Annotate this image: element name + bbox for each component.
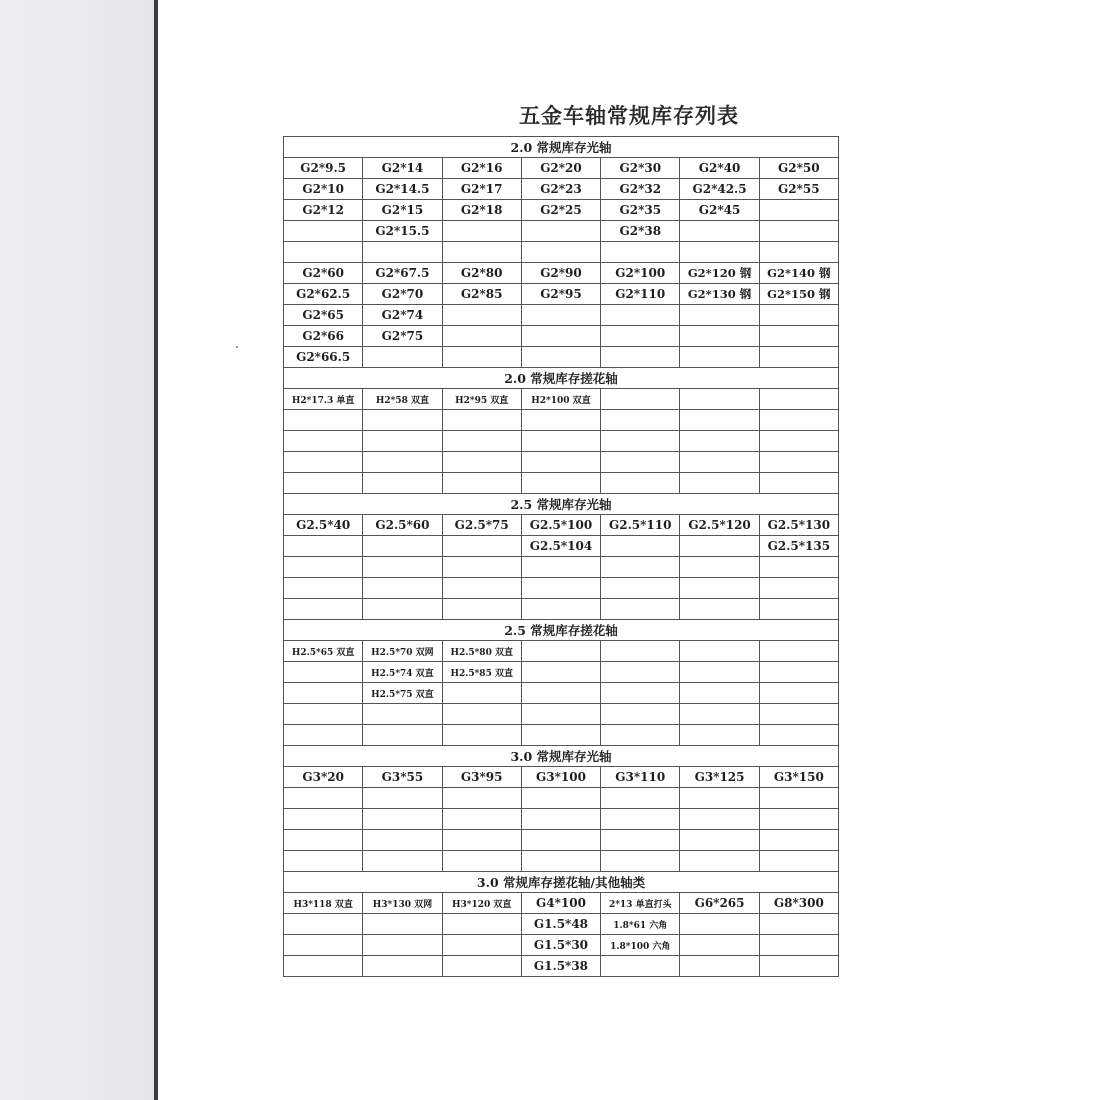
table-row bbox=[284, 515, 839, 536]
table-cell bbox=[442, 431, 521, 452]
table-cell bbox=[680, 725, 759, 746]
table-cell: H3*118 双直 bbox=[284, 893, 363, 914]
section-header-row bbox=[284, 746, 839, 767]
table-cell bbox=[601, 809, 680, 830]
table-cell bbox=[759, 914, 838, 935]
table-cell bbox=[363, 557, 442, 578]
table-cell bbox=[363, 956, 442, 977]
table-cell: G2*15.5 bbox=[363, 221, 442, 242]
table-row bbox=[284, 452, 839, 473]
section-heading: 2.0 常规库存光轴 bbox=[284, 137, 839, 158]
table-cell bbox=[284, 242, 363, 263]
section-header-row bbox=[284, 620, 839, 641]
table-cell bbox=[759, 851, 838, 872]
table-cell bbox=[521, 431, 600, 452]
table-cell: G3*55 bbox=[363, 767, 442, 788]
table-cell bbox=[759, 305, 838, 326]
table-cell bbox=[442, 473, 521, 494]
table-cell bbox=[680, 473, 759, 494]
table-cell: G2*95 bbox=[521, 284, 600, 305]
table-row bbox=[284, 389, 839, 410]
table-cell bbox=[759, 641, 838, 662]
table-cell bbox=[521, 557, 600, 578]
table-cell: G2*40 bbox=[680, 158, 759, 179]
table-cell bbox=[521, 809, 600, 830]
table-cell: G2*66 bbox=[284, 326, 363, 347]
table-cell bbox=[442, 851, 521, 872]
table-cell: G2*23 bbox=[521, 179, 600, 200]
scan-speck bbox=[236, 346, 238, 348]
table-row bbox=[284, 410, 839, 431]
table-row bbox=[284, 809, 839, 830]
table-cell bbox=[442, 578, 521, 599]
table-row bbox=[284, 473, 839, 494]
table-cell bbox=[284, 809, 363, 830]
table-row bbox=[284, 242, 839, 263]
table-cell bbox=[363, 452, 442, 473]
table-cell bbox=[680, 599, 759, 620]
table-cell: G3*125 bbox=[680, 767, 759, 788]
table-cell: H2.5*74 双直 bbox=[363, 662, 442, 683]
table-cell: H2*100 双直 bbox=[521, 389, 600, 410]
table-cell: G2*85 bbox=[442, 284, 521, 305]
table-cell: H2*58 双直 bbox=[363, 389, 442, 410]
table-row bbox=[284, 284, 839, 305]
table-cell bbox=[363, 410, 442, 431]
table-cell bbox=[363, 347, 442, 368]
section-heading: 3.0 常规库存光轴 bbox=[284, 746, 839, 767]
table-cell bbox=[680, 242, 759, 263]
table-cell bbox=[284, 410, 363, 431]
table-cell bbox=[442, 347, 521, 368]
table-cell bbox=[363, 536, 442, 557]
table-cell: G2*17 bbox=[442, 179, 521, 200]
table-cell bbox=[442, 536, 521, 557]
table-cell bbox=[363, 851, 442, 872]
table-cell: G2.5*100 bbox=[521, 515, 600, 536]
table-cell bbox=[759, 662, 838, 683]
table-row bbox=[284, 326, 839, 347]
table-cell bbox=[521, 704, 600, 725]
table-cell bbox=[521, 221, 600, 242]
table-cell bbox=[521, 410, 600, 431]
table-cell bbox=[521, 347, 600, 368]
table-cell bbox=[680, 221, 759, 242]
table-cell bbox=[680, 410, 759, 431]
table-cell bbox=[442, 788, 521, 809]
table-cell: G3*95 bbox=[442, 767, 521, 788]
table-row bbox=[284, 956, 839, 977]
table-row bbox=[284, 893, 839, 914]
table-cell bbox=[680, 452, 759, 473]
table-cell bbox=[363, 830, 442, 851]
table-row bbox=[284, 935, 839, 956]
table-cell bbox=[521, 473, 600, 494]
table-cell bbox=[601, 305, 680, 326]
table-cell: G2*70 bbox=[363, 284, 442, 305]
table-cell bbox=[521, 788, 600, 809]
table-cell: G2*60 bbox=[284, 263, 363, 284]
section-header-row bbox=[284, 872, 839, 893]
table-cell: G2.5*60 bbox=[363, 515, 442, 536]
table-row bbox=[284, 851, 839, 872]
table-cell bbox=[284, 473, 363, 494]
table-cell: G3*100 bbox=[521, 767, 600, 788]
table-cell bbox=[680, 704, 759, 725]
table-cell bbox=[759, 221, 838, 242]
table-cell bbox=[601, 788, 680, 809]
table-cell bbox=[363, 599, 442, 620]
table-cell bbox=[442, 305, 521, 326]
table-cell bbox=[759, 473, 838, 494]
table-cell bbox=[601, 326, 680, 347]
table-cell bbox=[284, 830, 363, 851]
table-cell bbox=[759, 830, 838, 851]
table-cell bbox=[680, 641, 759, 662]
table-cell bbox=[284, 221, 363, 242]
table-cell bbox=[759, 347, 838, 368]
table-cell: G2.5*135 bbox=[759, 536, 838, 557]
table-cell bbox=[284, 536, 363, 557]
table-row bbox=[284, 263, 839, 284]
table-row bbox=[284, 179, 839, 200]
table-cell bbox=[680, 347, 759, 368]
table-cell bbox=[601, 347, 680, 368]
table-cell: G2*35 bbox=[601, 200, 680, 221]
table-cell bbox=[284, 578, 363, 599]
table-cell bbox=[284, 935, 363, 956]
table-cell bbox=[442, 914, 521, 935]
table-cell bbox=[680, 389, 759, 410]
table-cell: G2*15 bbox=[363, 200, 442, 221]
section-heading: 2.0 常规库存搓花轴 bbox=[284, 368, 839, 389]
table-cell bbox=[521, 326, 600, 347]
table-cell: G2*25 bbox=[521, 200, 600, 221]
table-cell: G2*14 bbox=[363, 158, 442, 179]
table-row bbox=[284, 221, 839, 242]
background-left bbox=[0, 0, 158, 1100]
table-cell bbox=[601, 956, 680, 977]
table-cell: G2.5*104 bbox=[521, 536, 600, 557]
table-cell bbox=[759, 683, 838, 704]
table-row bbox=[284, 641, 839, 662]
table-cell bbox=[284, 683, 363, 704]
table-cell: G2*80 bbox=[442, 263, 521, 284]
table-cell: G2*42.5 bbox=[680, 179, 759, 200]
table-cell bbox=[284, 725, 363, 746]
table-cell: G2*110 bbox=[601, 284, 680, 305]
table-cell bbox=[284, 704, 363, 725]
table-cell bbox=[759, 599, 838, 620]
table-cell: H3*120 双直 bbox=[442, 893, 521, 914]
table-row bbox=[284, 599, 839, 620]
table-cell: G2*30 bbox=[601, 158, 680, 179]
table-cell: G1.5*30 bbox=[521, 935, 600, 956]
table-cell bbox=[442, 242, 521, 263]
table-cell bbox=[363, 788, 442, 809]
document-page bbox=[158, 0, 1100, 1100]
table-cell: G2*120 钢 bbox=[680, 263, 759, 284]
table-cell bbox=[284, 557, 363, 578]
table-cell bbox=[680, 683, 759, 704]
table-cell bbox=[759, 200, 838, 221]
table-cell bbox=[442, 599, 521, 620]
table-cell: H2*17.3 单直 bbox=[284, 389, 363, 410]
table-cell: G2*140 钢 bbox=[759, 263, 838, 284]
table-cell: G2*100 bbox=[601, 263, 680, 284]
table-cell: H2.5*65 双直 bbox=[284, 641, 363, 662]
table-cell bbox=[363, 725, 442, 746]
table-cell: G2*14.5 bbox=[363, 179, 442, 200]
table-cell bbox=[759, 578, 838, 599]
table-cell bbox=[363, 704, 442, 725]
table-cell: G2*75 bbox=[363, 326, 442, 347]
table-cell bbox=[521, 599, 600, 620]
table-cell bbox=[680, 536, 759, 557]
table-cell bbox=[442, 410, 521, 431]
table-cell bbox=[680, 809, 759, 830]
table-cell: G2*12 bbox=[284, 200, 363, 221]
table-cell bbox=[601, 452, 680, 473]
table-cell: G2*67.5 bbox=[363, 263, 442, 284]
table-cell: G2*74 bbox=[363, 305, 442, 326]
table-cell bbox=[521, 662, 600, 683]
table-cell: G4*100 bbox=[521, 893, 600, 914]
table-cell bbox=[759, 389, 838, 410]
table-cell: G6*265 bbox=[680, 893, 759, 914]
table-cell bbox=[521, 851, 600, 872]
table-cell bbox=[759, 935, 838, 956]
table-cell bbox=[759, 431, 838, 452]
table-cell bbox=[521, 578, 600, 599]
table-cell bbox=[442, 935, 521, 956]
table-cell: G2.5*40 bbox=[284, 515, 363, 536]
table-cell bbox=[442, 557, 521, 578]
table-cell: 1.8*61 六角 bbox=[601, 914, 680, 935]
table-cell bbox=[284, 956, 363, 977]
table-cell: G2*55 bbox=[759, 179, 838, 200]
table-cell bbox=[759, 809, 838, 830]
table-cell: G3*150 bbox=[759, 767, 838, 788]
table-cell bbox=[363, 431, 442, 452]
table-cell: G3*110 bbox=[601, 767, 680, 788]
table-row bbox=[284, 200, 839, 221]
table-cell bbox=[759, 242, 838, 263]
table-cell bbox=[680, 851, 759, 872]
table-cell: G2.5*110 bbox=[601, 515, 680, 536]
table-cell bbox=[601, 704, 680, 725]
table-row bbox=[284, 662, 839, 683]
table-row bbox=[284, 305, 839, 326]
table-cell bbox=[680, 557, 759, 578]
section-header-row bbox=[284, 368, 839, 389]
table-cell bbox=[363, 809, 442, 830]
table-cell bbox=[601, 389, 680, 410]
section-heading: 2.5 常规库存搓花轴 bbox=[284, 620, 839, 641]
table-cell bbox=[601, 473, 680, 494]
table-cell bbox=[601, 536, 680, 557]
table-cell bbox=[680, 578, 759, 599]
table-cell bbox=[601, 410, 680, 431]
table-cell: G2.5*130 bbox=[759, 515, 838, 536]
table-cell bbox=[521, 452, 600, 473]
table-row bbox=[284, 767, 839, 788]
table-cell: H2.5*75 双直 bbox=[363, 683, 442, 704]
table-cell: G2*90 bbox=[521, 263, 600, 284]
table-row bbox=[284, 788, 839, 809]
table-cell bbox=[680, 830, 759, 851]
table-cell bbox=[680, 662, 759, 683]
table-cell: G2*62.5 bbox=[284, 284, 363, 305]
table-cell bbox=[521, 641, 600, 662]
table-cell: 1.8*100 六角 bbox=[601, 935, 680, 956]
table-cell bbox=[759, 788, 838, 809]
table-cell: 2*13 单直打头 bbox=[601, 893, 680, 914]
table-cell: H2.5*85 双直 bbox=[442, 662, 521, 683]
table-cell bbox=[601, 662, 680, 683]
table-cell bbox=[601, 851, 680, 872]
table-cell bbox=[363, 578, 442, 599]
table-cell: H2.5*70 双网 bbox=[363, 641, 442, 662]
table-cell bbox=[442, 452, 521, 473]
table-cell: G2*10 bbox=[284, 179, 363, 200]
table-cell bbox=[284, 851, 363, 872]
table-cell bbox=[759, 956, 838, 977]
table-cell bbox=[759, 452, 838, 473]
table-cell: G2*20 bbox=[521, 158, 600, 179]
table-row bbox=[284, 431, 839, 452]
table-row bbox=[284, 557, 839, 578]
table-row bbox=[284, 347, 839, 368]
section-heading: 3.0 常规库存搓花轴/其他轴类 bbox=[284, 872, 839, 893]
table-cell bbox=[601, 431, 680, 452]
table-cell: G2*130 钢 bbox=[680, 284, 759, 305]
table-cell bbox=[284, 452, 363, 473]
table-cell: G2*45 bbox=[680, 200, 759, 221]
table-cell: G2*16 bbox=[442, 158, 521, 179]
inventory-table bbox=[283, 136, 839, 977]
table-cell bbox=[601, 599, 680, 620]
table-cell bbox=[284, 662, 363, 683]
table-cell bbox=[680, 431, 759, 452]
section-header-row bbox=[284, 494, 839, 515]
table-cell bbox=[601, 830, 680, 851]
table-cell: G3*20 bbox=[284, 767, 363, 788]
table-cell bbox=[759, 557, 838, 578]
table-cell: H2.5*80 双直 bbox=[442, 641, 521, 662]
table-cell bbox=[601, 683, 680, 704]
table-cell bbox=[442, 830, 521, 851]
table-cell bbox=[284, 599, 363, 620]
table-cell: G2*50 bbox=[759, 158, 838, 179]
table-cell bbox=[680, 305, 759, 326]
table-cell bbox=[759, 410, 838, 431]
table-cell bbox=[759, 725, 838, 746]
table-cell: G1.5*38 bbox=[521, 956, 600, 977]
table-cell bbox=[680, 326, 759, 347]
table-cell bbox=[521, 830, 600, 851]
table-cell bbox=[363, 935, 442, 956]
table-cell bbox=[284, 914, 363, 935]
table-cell: G8*300 bbox=[759, 893, 838, 914]
table-cell bbox=[442, 704, 521, 725]
table-row bbox=[284, 683, 839, 704]
table-cell bbox=[284, 788, 363, 809]
table-cell bbox=[363, 242, 442, 263]
table-cell bbox=[601, 578, 680, 599]
table-cell bbox=[680, 935, 759, 956]
table-cell: G1.5*48 bbox=[521, 914, 600, 935]
table-row bbox=[284, 158, 839, 179]
table-cell: G2*38 bbox=[601, 221, 680, 242]
section-heading: 2.5 常规库存光轴 bbox=[284, 494, 839, 515]
table-cell bbox=[521, 683, 600, 704]
table-cell bbox=[521, 242, 600, 263]
table-cell bbox=[442, 725, 521, 746]
table-cell: G2*65 bbox=[284, 305, 363, 326]
table-cell: H3*130 双网 bbox=[363, 893, 442, 914]
table-cell bbox=[601, 641, 680, 662]
table-cell: H2*95 双直 bbox=[442, 389, 521, 410]
document-title: 五金车轴常规库存列表 bbox=[519, 103, 739, 128]
table-cell bbox=[442, 956, 521, 977]
table-row bbox=[284, 578, 839, 599]
table-row bbox=[284, 914, 839, 935]
table-cell bbox=[442, 683, 521, 704]
table-row bbox=[284, 725, 839, 746]
table-cell bbox=[521, 725, 600, 746]
table-cell bbox=[601, 725, 680, 746]
table-row bbox=[284, 830, 839, 851]
table-cell: G2*150 钢 bbox=[759, 284, 838, 305]
table-row bbox=[284, 704, 839, 725]
table-cell: G2*32 bbox=[601, 179, 680, 200]
table-cell: G2.5*120 bbox=[680, 515, 759, 536]
table-cell bbox=[442, 809, 521, 830]
table-cell bbox=[680, 914, 759, 935]
table-row bbox=[284, 536, 839, 557]
table-cell: G2*66.5 bbox=[284, 347, 363, 368]
table-cell bbox=[680, 956, 759, 977]
table-cell bbox=[284, 431, 363, 452]
table-cell bbox=[363, 473, 442, 494]
table-cell bbox=[521, 305, 600, 326]
table-cell bbox=[601, 242, 680, 263]
table-cell bbox=[442, 221, 521, 242]
section-header-row bbox=[284, 137, 839, 158]
table-cell bbox=[680, 788, 759, 809]
table-cell bbox=[442, 326, 521, 347]
table-cell: G2.5*75 bbox=[442, 515, 521, 536]
table-cell: G2*18 bbox=[442, 200, 521, 221]
table-cell bbox=[363, 914, 442, 935]
table-cell bbox=[759, 326, 838, 347]
table-cell bbox=[759, 704, 838, 725]
table-cell: G2*9.5 bbox=[284, 158, 363, 179]
table-cell bbox=[601, 557, 680, 578]
